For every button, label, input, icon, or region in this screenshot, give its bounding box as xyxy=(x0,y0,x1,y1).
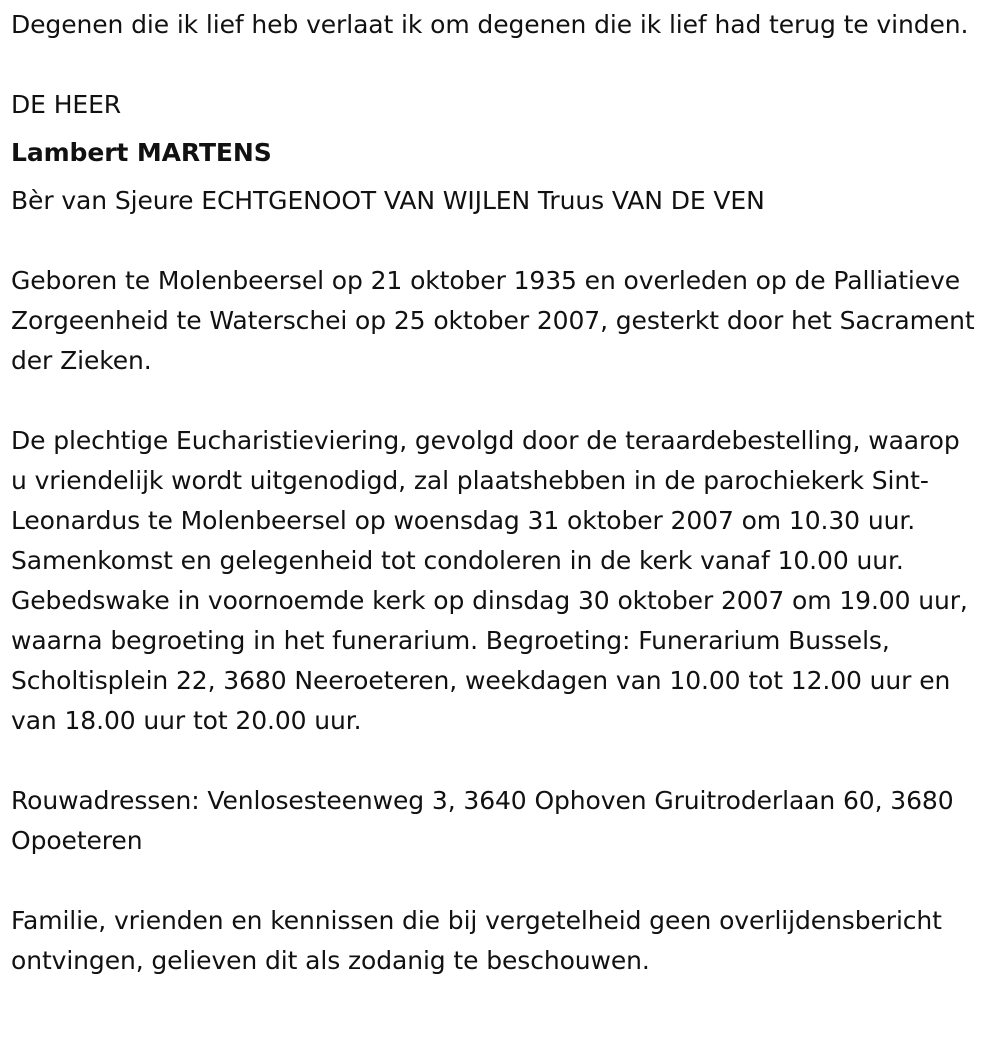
spacer xyxy=(11,221,980,261)
mourning-addresses: Rouwadressen: Venlosesteenweg 3, 3640 Ophoven Gruitroderlaan 60, 3680 Opoeteren xyxy=(11,786,954,855)
spacer xyxy=(11,45,980,85)
birth-death-paragraph: Geboren te Molenbeersel op 21 oktober 1935 en overleden op de Palliatieve Zorgeenheid te Waterschei op 25 oktober 2007, gesterkt door het Sacrament der Zieken. xyxy=(11,266,975,375)
honorific: DE HEER xyxy=(11,90,122,119)
alias-spouse-line: Bèr van Sjeure ECHTGENOOT VAN WIJLEN Truus VAN DE VEN xyxy=(11,186,765,215)
spacer xyxy=(11,381,980,421)
spacer xyxy=(11,741,980,781)
opening-quote: Degenen die ik lief heb verlaat ik om degenen die ik lief had terug te vinden. xyxy=(11,10,969,39)
ceremony-paragraph: De plechtige Eucharistieviering, gevolgd door de teraardebestelling, waarop u vriendelijk wordt uitgenodigd, zal plaatshebben in de parochiekerk Sint-Leonardus te Molenbeersel op woensdag 31 oktober 2007 om 10.30 uur. Samenkomst en gelegenheid tot condoleren in de kerk vanaf 10.00 uur. Gebedswake in voornoemde kerk op dinsdag 30 oktober 2007 om 19.00 uur, waarna begroeting in het funerarium. Begroeting: Funerarium Bussels, Scholtisplein 22, 3680 Neeroeteren, weekdagen van 10.00 tot 12.00 uur en van 18.00 uur tot 20.00 uur. xyxy=(11,426,968,735)
spacer xyxy=(11,861,980,901)
deceased-name: Lambert MARTENS xyxy=(11,138,272,167)
closing-paragraph: Familie, vrienden en kennissen die bij vergetelheid geen overlijdensbericht ontvingen, gelieven dit als zodanig te beschouwen. xyxy=(11,906,942,975)
